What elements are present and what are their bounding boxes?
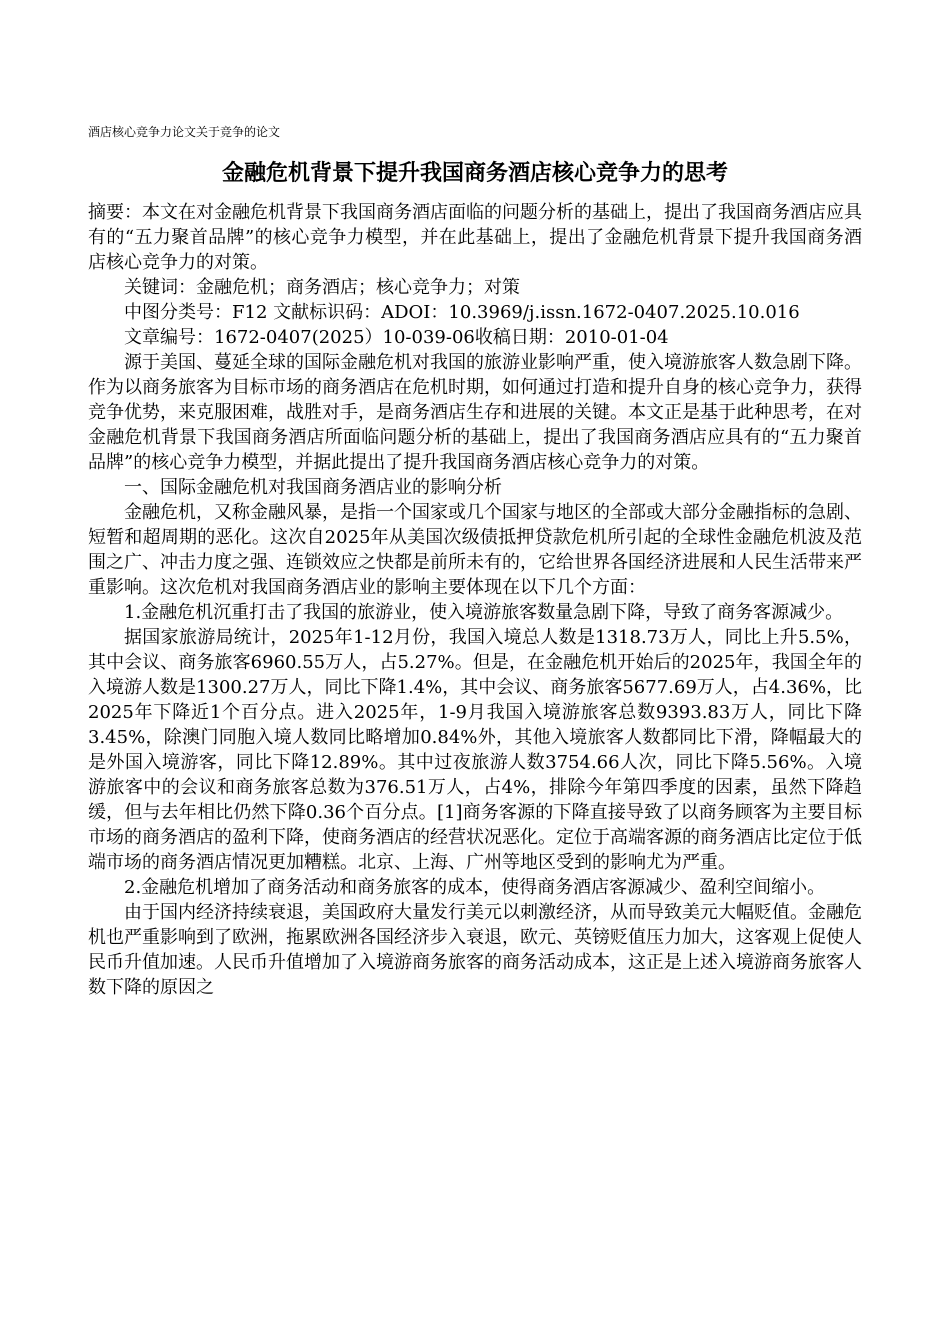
subheading-paragraph: 2.金融危机增加了商务活动和商务旅客的成本，使得商务酒店客源减少、盈利空间缩小。: [124, 877, 826, 898]
section-heading: 一、国际金融危机对我国商务酒店业的影响分析: [124, 477, 502, 498]
intro-paragraph: 源于美国、蔓延全球的国际金融危机对我国的旅游业影响严重，使入境游旅客人数急剧下降。作为以商务旅客为目标市场的商务酒店在危机时期，如何通过打造和提升自身的核心竞争力，获得竞争优势，来克服困难，战胜对手，是商务酒店生存和进展的关键。本文正是基于此种思考，在对金融危机背景下我国商务酒店所面临问题分析的基础上，提出了我国商务酒店应具有的“五力聚首品牌”的核心竞争力模型，并据此提出了提升我国商务酒店核心竞争力的对策。: [88, 352, 862, 473]
classification-line: 中图分类号：F12 文献标识码：ADOI：10.3969/j.issn.1672-0407.2025.10.016: [124, 302, 800, 323]
article-body: [88, 200, 862, 1000]
document-header-note: 酒店核心竞争力论文关于竞争的论文: [88, 125, 281, 139]
keywords-line: 关键词：金融危机；商务酒店；核心竞争力；对策: [124, 277, 520, 298]
body-paragraph: 据国家旅游局统计，2025年1-12月份，我国入境总人数是1318.73万人，同比上升5.5%，其中会议、商务旅客6960.55万人，占5.27%。但是，在金融危机开始后的2025年，我国全年的入境游人数是1300.27万人，同比下降1.4%，其中会议、商务旅客5677.69万人，占4.36%，比2025年下降近1个百分点。进入2025年，1-9月我国入境游旅客总数9393.83万人，同比下降3.45%，除澳门同胞入境人数同比略增加0.84%外，其他入境旅客人数都同比下滑，降幅最大的是外国入境游客，同比下降12.89%。其中过夜旅游人数3754.66人次，同比下降5.56%。入境游旅客中的会议和商务旅客总数为376.51万人，占4%，排除今年第四季度的因素，虽然下降趋缓，但与去年相比仍然下降0.36个百分点。[1]商务客源的下降直接导致了以商务顾客为主要目标市场的商务酒店的盈利下降，使商务酒店的经营状况恶化。定位于高端客源的商务酒店比定位于低端市场的商务酒店情况更加糟糕。北京、上海、广州等地区受到的影响尤为严重。: [88, 627, 862, 873]
abstract-paragraph: 摘要：本文在对金融危机背景下我国商务酒店面临的问题分析的基础上，提出了我国商务酒店应具有的“五力聚首品牌”的核心竞争力模型，并在此基础上，提出了金融危机背景下提升我国商务酒店核心竞争力的对策。: [88, 202, 862, 273]
body-paragraph: 由于国内经济持续衰退，美国政府大量发行美元以刺激经济，从而导致美元大幅贬值。金融危机也严重影响到了欧洲，拖累欧洲各国经济步入衰退，欧元、英镑贬值压力加大，这客观上促使人民币升值加速。人民币升值增加了入境游商务旅客的商务活动成本，这正是上述入境游商务旅客人数下降的原因之: [88, 902, 862, 998]
body-paragraph: 金融危机，又称金融风暴，是指一个国家或几个国家与地区的全部或大部分金融指标的急剧、短暂和超周期的恶化。这次自2025年从美国次级债抵押贷款危机所引起的全球性金融危机波及范围之广、冲击力度之强、连锁效应之快都是前所未有的，它给世界各国经济进展和人民生活带来严重影响。这次危机对我国商务酒店业的影响主要体现在以下几个方面：: [88, 502, 862, 598]
article-title: 金融危机背景下提升我国商务酒店核心竞争力的思考: [221, 161, 728, 186]
subheading-paragraph: 1.金融危机沉重打击了我国的旅游业，使入境游旅客数量急剧下降，导致了商务客源减少。: [124, 602, 844, 623]
article-number-line: 文章编号：1672-0407(2025）10-039-06收稿日期：2010-01-04: [124, 327, 669, 348]
